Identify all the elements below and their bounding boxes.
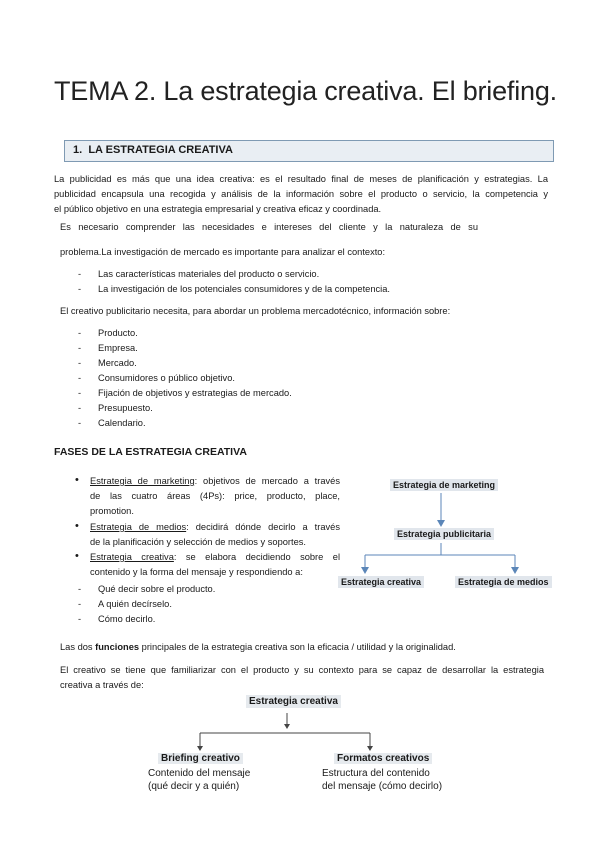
- bullet-creativa: • Estrategia creativa: se elabora decidiendo sobre el contenido y la forma del mensaje y respondiendo a:: [90, 550, 340, 580]
- paragraph-intro: [54, 172, 548, 217]
- text-line: Es necesario comprender las necesidades e intereses del cliente y la naturaleza de su: [60, 222, 478, 232]
- paragraph-necesidades-2: [60, 245, 385, 260]
- diagram-node-top: Estrategia creativa: [246, 695, 341, 708]
- arrow-head: [367, 746, 373, 751]
- text-line: publicidad encapsula una recogida y análisis de la información sobre el producto o servicio, la competencia y: [54, 189, 548, 199]
- bullet-icon: •: [75, 550, 79, 562]
- page-title: TEMA 2. La estrategia creativa. El briefing.: [54, 76, 557, 106]
- paragraph-necesidades: [60, 220, 478, 235]
- diagram-node-formatos-desc: Estructura del contenido del mensaje (cómo decirlo): [322, 768, 443, 792]
- text-line: La publicidad es más que una idea creativa: es el resultado final de meses de planificación y estrategias. La: [54, 174, 548, 184]
- section-number: 1.: [73, 144, 83, 156]
- subsection-heading: FASES DE LA ESTRATEGIA CREATIVA: [54, 446, 247, 458]
- text-line: contenido y la forma del mensaje y respondiendo a:: [90, 567, 303, 577]
- diagram-node-marketing: Estrategia de marketing: [390, 479, 498, 491]
- bullet-icon: •: [75, 520, 79, 532]
- section-heading: [73, 144, 233, 156]
- section-heading-box: [64, 140, 554, 162]
- section-title: LA ESTRATEGIA CREATIVA: [88, 144, 233, 156]
- paragraph-creativo: [60, 663, 544, 693]
- arrow-head: [197, 746, 203, 751]
- arrow-head: [437, 520, 445, 527]
- bold-term: funciones: [95, 642, 140, 652]
- diagram-node-briefing: Briefing creativo: [158, 753, 243, 764]
- text-line: promotion.: [90, 506, 134, 516]
- bullet-marketing: • Estrategia de marketing: objetivos de mercado a través de las cuatro áreas (4Ps): price, producto, place, promotion.: [90, 474, 340, 519]
- text-line: de las cuatro áreas (4Ps): price, producto, place,: [90, 491, 340, 501]
- paragraph-informacion: El creativo publicitario necesita, para abordar un problema mercadotécnico, información sobre:: [60, 306, 451, 316]
- arrow-head: [361, 567, 369, 574]
- bullet-term: Estrategia de marketing: [90, 476, 195, 486]
- bullet-term: Estrategia de medios: [90, 522, 187, 532]
- diagram-node-medios: Estrategia de medios: [455, 576, 552, 588]
- arrow-head: [511, 567, 519, 574]
- text-line: creativa a través de:: [60, 680, 144, 690]
- paragraph-funciones: Las dos funciones principales de la estrategia creativa son la eficacia / utilidad y la originalidad.: [60, 642, 456, 652]
- bullet-term: Estrategia creativa: [90, 552, 174, 562]
- arrow-head: [284, 724, 290, 729]
- diagram-node-formatos: Formatos creativos: [334, 753, 432, 764]
- bullet-medios: • Estrategia de medios: decidirá dónde decirlo a través de la planificación y selección de medios y soportes.: [90, 520, 340, 550]
- bullet-icon: •: [75, 474, 79, 486]
- diagram-node-publicitaria: Estrategia publicitaria: [394, 528, 494, 540]
- text-line: El creativo se tiene que familiarizar con el producto y su contexto para se capaz de desarrollar la estrategia: [60, 665, 544, 675]
- text-line: de la planificación y selección de medios y soportes.: [90, 537, 307, 547]
- text-line: problema.La investigación de mercado es importante para analizar el contexto:: [60, 247, 386, 257]
- diagram-node-briefing-desc: Contenido del mensaje (qué decir y a quién): [148, 768, 251, 792]
- diagram-node-creativa: Estrategia creativa: [338, 576, 424, 588]
- text-line: el público objetivo en una estrategia empresarial y creativa eficaz y coordinada.: [54, 204, 382, 214]
